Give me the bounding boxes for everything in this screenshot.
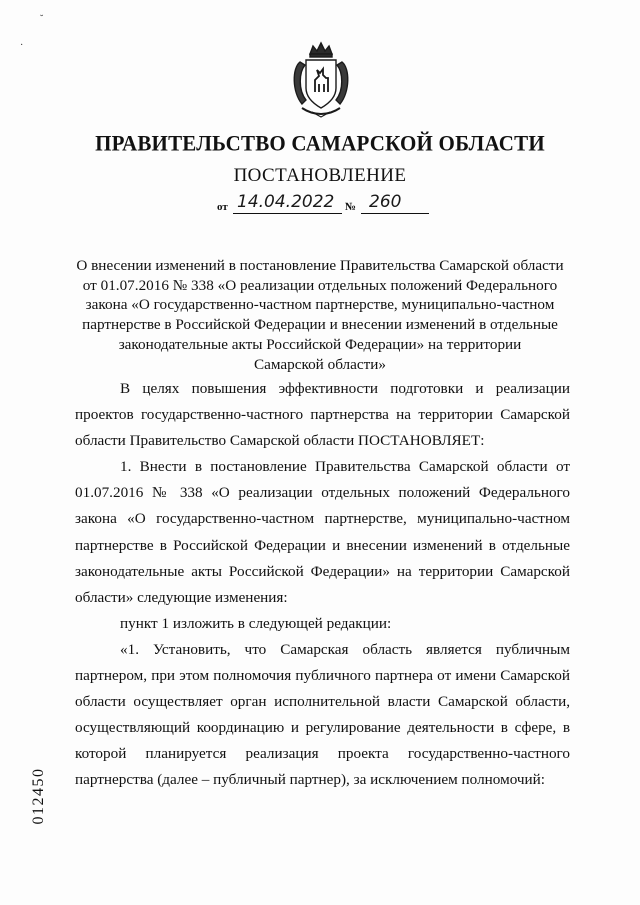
- stamp-number: 012450: [30, 767, 47, 825]
- handwritten-date: 14.04.2022: [237, 192, 335, 212]
- body-paragraph: В целях повышения эффективности подготовки и реализации проектов государственно-частного партнерства на территории Самарской области Правительство Самарской области ПОСТАНОВЛЯЕТ:: [75, 380, 570, 450]
- scan-mark: ˘: [40, 14, 44, 25]
- government-title: ПРАВИТЕЛЬСТВО САМАРСКОЙ ОБЛАСТИ: [95, 130, 545, 156]
- document-type: ПОСТАНОВЛЕНИЕ: [233, 165, 407, 186]
- coat-of-arms-icon: [286, 40, 356, 118]
- body-paragraph: 1. Внести в постановление Правительства Самарской области от 01.07.2016 № 338 «О реализации отдельных положений Федерального закона «О государственно-частном партнерстве, муниципально-частном партнерстве в Российской Федерации и внесении изменений в отдельные законодательные акты Российской Федерации» на территории Самарской области» следующие изменения:: [75, 458, 570, 606]
- body-paragraph: «1. Установить, что Самарская область является публичным партнером, при этом полномочия публичного партнера от имени Самарской области осуществляет орган исполнительной власти Самарской области, осуществляющий координацию и регулирование деятельности в сфере, в которой планируется реализация проекта государственно-частного партнерства (далее – публичный партнер), за исключением полномочий:: [75, 640, 570, 789]
- date-number-line: [217, 192, 437, 217]
- body-paragraph: пункт 1 изложить в следующей редакции:: [120, 614, 392, 632]
- subject-line: партнерстве в Российской Федерации и внесении изменений в отдельные: [82, 316, 558, 334]
- subject-line: от 01.07.2016 № 338 «О реализации отдельных положений Федерального: [82, 276, 558, 294]
- number-label: №: [345, 201, 357, 213]
- document-body: [75, 376, 570, 794]
- subject-line: законодательные акты Российской Федерации» на территории: [118, 335, 522, 353]
- handwritten-number: 260: [369, 192, 402, 212]
- subject-line: О внесении изменений в постановление Правительства Самарской области: [76, 257, 564, 274]
- subject-line: закона «О государственно-частном партнерстве, муниципально-частном: [85, 296, 555, 314]
- date-label: от: [217, 201, 228, 213]
- registration-stamp: [28, 760, 50, 832]
- number-underline: [361, 213, 429, 214]
- document-subject: [60, 256, 580, 374]
- date-underline: [233, 213, 342, 214]
- scan-mark: ·: [20, 40, 24, 51]
- subject-line: Самарской области»: [254, 355, 386, 373]
